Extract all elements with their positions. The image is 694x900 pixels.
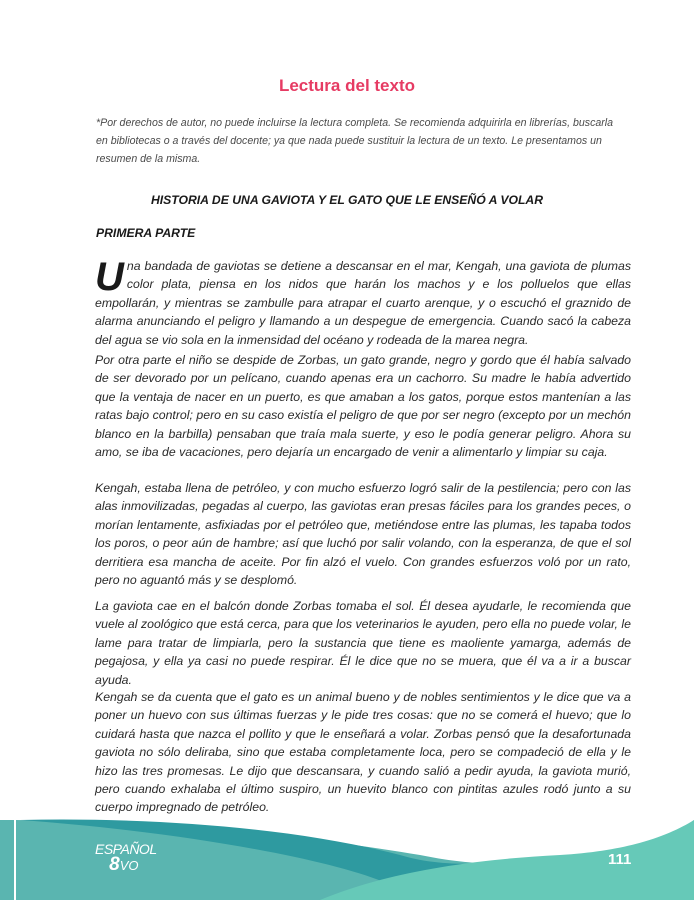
logo-grade: 8VO bbox=[109, 854, 139, 875]
paragraph-text: La gaviota cae en el balcón donde Zorbas tomaba el sol. Él desea ayudarle, le recomienda que vuele al zoológico que está cerca, para que los veterinarios le ayuden, pero ella no puede volar, le lame para tratar de limpiarla, pero la sustancia que tiene es maoliente yamarga, además de pegajosa, y ella ya casi no puede respirar. Él le dice que no se muera, que él va a ir a buscar ayuda. bbox=[95, 599, 631, 687]
paragraph-4 bbox=[95, 597, 631, 689]
page-number: 111 bbox=[608, 851, 632, 868]
paragraph-text: na bandada de gaviotas se detiene a descansar en el mar, Kengah, una gaviota de plumas color plata, piensa en los nidos que harán los machos y e los polluelos que ellas empollarán, y mientras se zambulle para atrapar el cuarto arenque, y o escuchó el graznido de alarma anunciando el peligro y llamando a un despegue de emergencia. Cuando sacó la cabeza del agua se vio sola en la inmensidad del océano y rodeada de la marea negra. bbox=[95, 259, 631, 347]
drop-cap: U bbox=[95, 255, 124, 299]
logo-subject: ESPAÑOL bbox=[95, 841, 157, 857]
paragraph-text: Kengah se da cuenta que el gato es un animal bueno y de nobles sentimientos y le dice que va a poner un huevo con sus últimas fuerzas y le pide tres cosas: que no se comerá el huevo; que lo cuidará hasta que nazca el pollito y que le enseñará a volar. Zorbas pensó que la desafortunada gaviota no sólo deliraba, sino que estaba completamente loca, pero se compadeció de ella y le hizo las tres promesas. Le dijo que descansara, y cuando salió a pedir ayuda, la gaviota murió, pero cuando exhalaba el último suspiro, un huevito blanco con pintitas azules rodó junto a su cuerpo impregnado de petróleo. bbox=[95, 690, 631, 815]
story-title: HISTORIA DE UNA GAVIOTA Y EL GATO QUE LE ENSEÑÓ A VOLAR bbox=[150, 193, 544, 207]
part-title: PRIMERA PARTE bbox=[96, 226, 196, 240]
paragraph-1 bbox=[95, 257, 631, 349]
paragraph-text: Kengah, estaba llena de petróleo, y con mucho esfuerzo logró salir de la pestilencia; pero con las alas inmovilizadas, pegadas al cuerpo, las gaviotas eran presas fáciles para los grandes peces, o morían lentamente, asfixiadas por el petróleo que, metiéndose entre las plumas, les tapaba todos los poros, o peor aún de hambre; así que luchó por salir volando, con la esperanza, de que el sol derritiera esa mancha de aceite. Por fin alzó el vuelo. Con grandes esfuerzos voló por un rato, pero no aguantó más y se desplomó. bbox=[95, 481, 631, 588]
copyright-note: *Por derechos de autor, no puede incluirse la lectura completa. Se recomienda adquirirla en librerías, buscarla en bibliotecas o a través del docente; ya que nada puede sustituir la lectura de un texto. Le presentamos un resumen de la misma. bbox=[96, 117, 614, 165]
paragraph-2 bbox=[95, 351, 631, 461]
paragraph-3 bbox=[95, 479, 631, 589]
paragraph-text: Por otra parte el niño se despide de Zorbas, un gato grande, negro y gordo que él había salvado de ser devorado por un pelícano, cuando apenas era un cachorro. Su madre le había advertido que la ventaja de nacer en un puerto, es que amaban a los gatos, porque estos mantenían a las ratas bajo control; pero en su caso existía el peligro de que por ser negro (excepto por un mechón blanco en la barbilla) pensaban que traía mala suerte, y eso le podía generar peligro. Ahora su amo, se iba de vacaciones, pero dejaría un encargado de venir a alimentarlo y limpiar su caja. bbox=[95, 353, 631, 460]
page-title: Lectura del texto bbox=[278, 76, 416, 95]
subject-logo bbox=[95, 842, 157, 873]
paragraph-5 bbox=[95, 688, 631, 817]
